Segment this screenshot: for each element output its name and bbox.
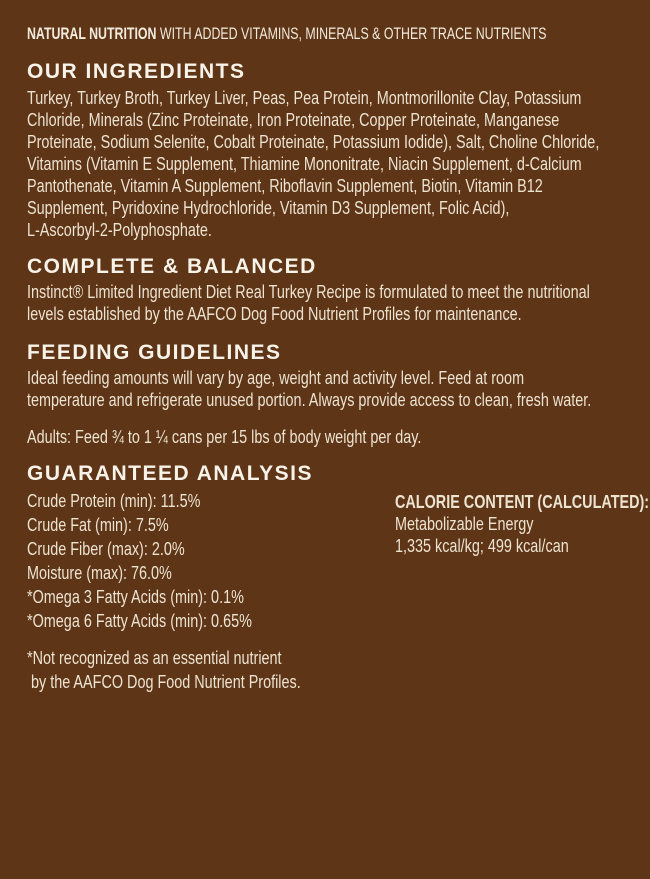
top-nutrition-note: [27, 24, 547, 44]
guaranteed-analysis-section: [27, 489, 650, 633]
analysis-item: Crude Fat (min): 7.5%: [27, 515, 169, 535]
feeding-guidelines-line: temperature and refrigerate unused portion. Always provide access to clean, fresh water.: [27, 390, 592, 410]
ingredients-heading: OUR INGREDIENTS: [27, 60, 246, 83]
feeding-guidelines-line: Ideal feeding amounts will vary by age, weight and activity level. Feed at room: [27, 368, 525, 388]
complete-balanced-line: levels established by the AAFCO Dog Food Nutrient Profiles for maintenance.: [27, 304, 522, 324]
complete-balanced-line: Instinct® Limited Ingredient Diet Real Turkey Recipe is formulated to meet the nutritional: [27, 282, 590, 302]
ingredients-line: Vitamins (Vitamin E Supplement, Thiamine Mononitrate, Niacin Supplement, d-Calcium: [27, 154, 582, 174]
calorie-content-heading: CALORIE CONTENT (CALCULATED):: [395, 492, 650, 512]
analysis-item: *Omega 6 Fatty Acids (min): 0.65%: [27, 611, 252, 631]
analysis-item: Crude Fiber (max): 2.0%: [27, 539, 185, 559]
feeding-guidelines-paragraph: [27, 367, 626, 411]
feeding-guidelines-heading: FEEDING GUIDELINES: [27, 341, 282, 364]
complete-balanced-paragraph: [27, 281, 626, 325]
calorie-content-line: Metabolizable Energy: [395, 514, 534, 534]
ingredients-line: Proteinate, Sodium Selenite, Cobalt Proteinate, Potassium Iodide), Salt, Choline Chloride,: [27, 132, 600, 152]
analysis-item: *Omega 3 Fatty Acids (min): 0.1%: [27, 587, 244, 607]
top-note-bold-text: NATURAL NUTRITION: [27, 25, 157, 43]
aafco-footnote: [27, 646, 626, 694]
ingredients-line: Chloride, Minerals (Zinc Proteinate, Iron Proteinate, Copper Proteinate, Manganese: [27, 110, 560, 130]
complete-balanced-heading: COMPLETE & BALANCED: [27, 255, 317, 278]
analysis-item: Crude Protein (min): 11.5%: [27, 491, 201, 511]
top-note-regular-text: WITH ADDED VITAMINS, MINERALS & OTHER TRACE NUTRIENTS: [156, 25, 547, 43]
ingredients-line: Supplement, Pyridoxine Hydrochloride, Vitamin D3 Supplement, Folic Acid),: [27, 198, 510, 218]
footnote-line: *Not recognized as an essential nutrient: [27, 648, 282, 668]
footnote-line: by the AAFCO Dog Food Nutrient Profiles.: [31, 672, 301, 692]
ingredients-paragraph: [27, 87, 626, 241]
adults-feeding-amount-text: Adults: Feed ¾ to 1 ¼ cans per 15 lbs of body weight per day.: [27, 427, 422, 447]
calorie-content-block: [395, 491, 650, 557]
guaranteed-analysis-heading: GUARANTEED ANALYSIS: [27, 462, 313, 485]
adults-feeding-amount: [27, 426, 626, 448]
ingredients-line: Pantothenate, Vitamin A Supplement, Riboflavin Supplement, Biotin, Vitamin B12: [27, 176, 543, 196]
ingredients-line: L-Ascorbyl-2-Polyphosphate.: [27, 220, 212, 240]
ingredients-line: Turkey, Turkey Broth, Turkey Liver, Peas, Pea Protein, Montmorillonite Clay, Potassium: [27, 88, 582, 108]
analysis-item: Moisture (max): 76.0%: [27, 563, 172, 583]
calorie-content-line: 1,335 kcal/kg; 499 kcal/can: [395, 536, 569, 556]
